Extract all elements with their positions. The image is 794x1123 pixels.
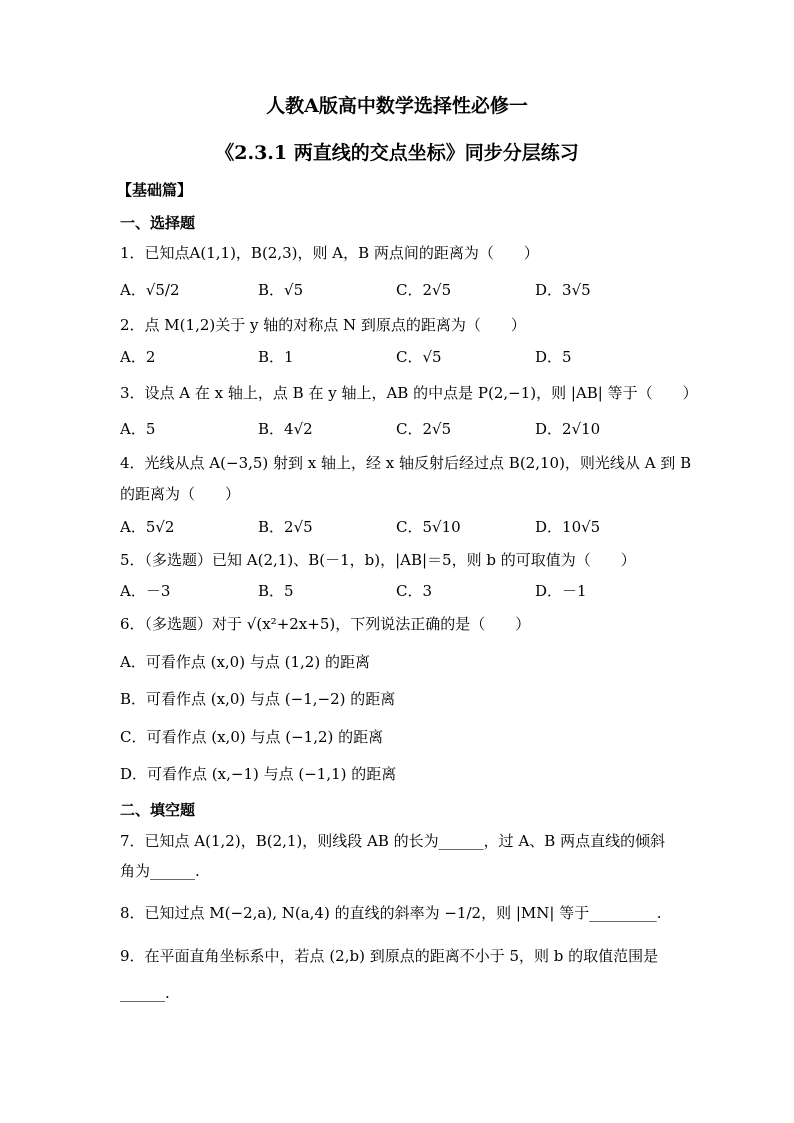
q3-option-c: C．2√5	[396, 420, 452, 438]
q6-option-a: A．可看作点 (x,0) 与点 (1,2) 的距离	[120, 653, 370, 671]
q4-option-d: D．10√5	[535, 518, 601, 536]
q6-option-b: B．可看作点 (x,0) 与点 (−1,−2) 的距离	[120, 690, 396, 708]
question-6: 6．（多选题）对于 √(x²+2x+5)，下列说法正确的是（ ）	[120, 615, 531, 633]
q5-option-c: C．3	[396, 582, 433, 600]
q4-option-a: A．5√2	[120, 518, 175, 536]
question-9-line-1: 9．在平面直角坐标系中，若点 (2,b) 到原点的距离不小于 5，则 b 的取值范围是	[120, 947, 659, 965]
q4-option-b: B．2√5	[258, 518, 313, 536]
q1-option-b: B．√5	[258, 281, 304, 299]
q1-option-a: A．√5/2	[120, 281, 180, 299]
question-8: 8．已知过点 M(−2,a), N(a,4) 的直线的斜率为 −1/2，则 |MN| 等于_________.	[120, 904, 662, 922]
q2-option-b: B．1	[258, 348, 294, 366]
question-2: 2．点 M(1,2)关于 y 轴的对称点 N 到原点的距离为（ ）	[120, 316, 526, 334]
question-3: 3．设点 A 在 x 轴上，点 B 在 y 轴上，AB 的中点是 P(2,−1)，则 |AB| 等于（ ）	[120, 384, 698, 402]
q2-option-a: A．2	[120, 348, 156, 366]
q1-option-c: C．2√5	[396, 281, 452, 299]
q3-option-d: D．2√10	[535, 420, 601, 438]
q4-option-c: C．5√10	[396, 518, 461, 536]
question-4-line-1: 4．光线从点 A(−3,5) 射到 x 轴上，经 x 轴反射后经过点 B(2,10)，则光线从 A 到 B	[120, 454, 692, 472]
section-fill: 二、填空题	[120, 801, 196, 819]
doc-subtitle: 《2.3.1 两直线的交点坐标》同步分层练习	[215, 142, 579, 164]
section-choice: 一、选择题	[120, 214, 196, 232]
q3-option-b: B．4√2	[258, 420, 313, 438]
question-5: 5．（多选题）已知 A(2,1)、B(－1，b)，|AB|＝5，则 b 的可取值为（ ）	[120, 551, 636, 569]
q2-option-c: C．√5	[396, 348, 442, 366]
q5-option-a: A．－3	[120, 582, 171, 600]
q6-option-c: C．可看作点 (x,0) 与点 (−1,2) 的距离	[120, 728, 384, 746]
q5-option-d: D．－1	[535, 582, 587, 600]
section-basic: 【基础篇】	[117, 181, 193, 199]
q2-option-d: D．5	[535, 348, 572, 366]
q6-option-d: D．可看作点 (x,−1) 与点 (−1,1) 的距离	[120, 765, 397, 783]
question-1: 1．已知点A(1,1)，B(2,3)，则 A，B 两点间的距离为（ ）	[120, 244, 539, 262]
q1-option-d: D．3√5	[535, 281, 591, 299]
question-9-line-2: ______.	[120, 984, 170, 1002]
question-4-line-2: 的距离为（ ）	[120, 485, 241, 503]
question-7-line-2: 角为______.	[120, 862, 200, 880]
q5-option-b: B．5	[258, 582, 294, 600]
doc-title: 人教A版高中数学选择性必修一	[266, 95, 528, 117]
q3-option-a: A．5	[120, 420, 156, 438]
question-7-line-1: 7．已知点 A(1,2)，B(2,1)，则线段 AB 的长为______，过 A、B 两点直线的倾斜	[120, 832, 666, 850]
